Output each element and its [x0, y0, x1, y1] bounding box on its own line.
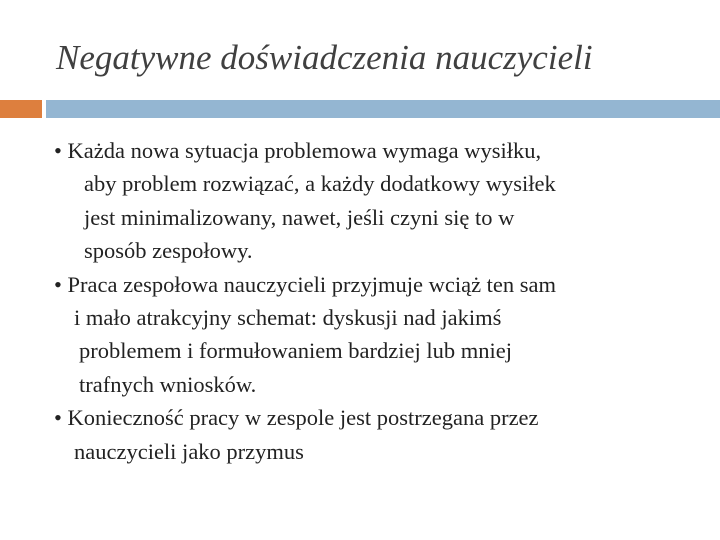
- bullet-text: jest minimalizowany, nawet, jeśli czyni się to w: [84, 204, 515, 230]
- bullet-text: • Konieczność pracy w zespole jest postrzegana przez: [54, 405, 539, 431]
- bullet-text: trafnych wniosków.: [79, 371, 257, 397]
- bullet-text: aby problem rozwiązać, a każdy dodatkowy wysiłek: [84, 171, 556, 197]
- bullet-list: [54, 134, 556, 468]
- accent-bar-blue: [46, 100, 720, 118]
- bullet-item: [54, 134, 556, 268]
- bullet-item: [54, 401, 556, 468]
- accent-bar-orange: [0, 100, 42, 118]
- bullet-text: i mało atrakcyjny schemat: dyskusji nad jakimś: [74, 305, 502, 331]
- bullet-text: problemem i formułowaniem bardziej lub mniej: [79, 338, 513, 364]
- bullet-text: • Każda nowa sytuacja problemowa wymaga wysiłku,: [54, 138, 542, 163]
- bullet-text: • Praca zespołowa nauczycieli przyjmuje wciąż ten sam: [54, 271, 557, 297]
- bullet-text: sposób zespołowy.: [84, 238, 253, 264]
- slide-title: Negatywne doświadczenia nauczycieli: [56, 38, 593, 77]
- bullet-text: nauczycieli jako przymus: [74, 438, 304, 464]
- bullet-item: [54, 268, 556, 402]
